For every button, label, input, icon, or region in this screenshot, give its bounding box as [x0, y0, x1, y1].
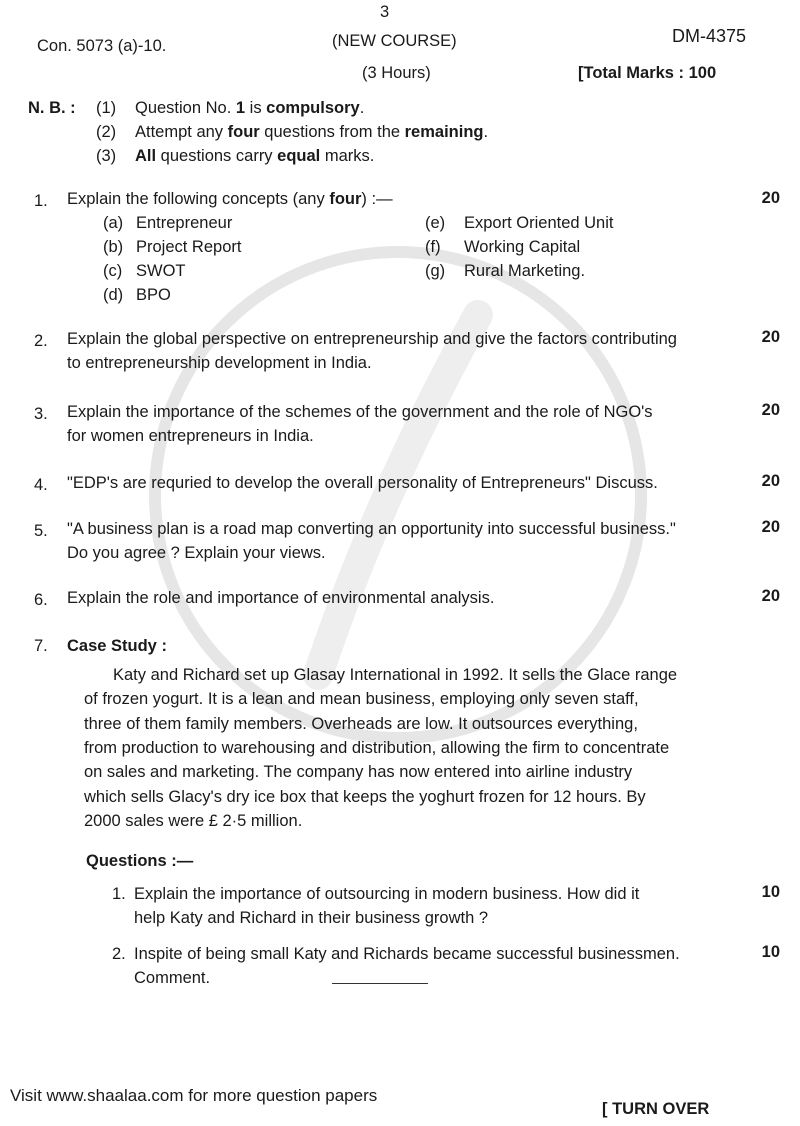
option-label: (g)	[425, 262, 446, 280]
option-text: BPO	[136, 286, 171, 304]
nb-item-text	[135, 98, 364, 118]
question-text: Explain the global perspective on entrepreneurship and give the factors contributing	[67, 330, 677, 348]
nb-item-number: (3)	[96, 147, 117, 165]
question-text: Explain the role and importance of environmental analysis.	[67, 589, 495, 607]
question-marks: 20	[761, 401, 780, 419]
q7-title: Case Study :	[67, 637, 167, 655]
nb-post: .	[483, 123, 489, 141]
subquestion-marks: 10	[761, 883, 780, 901]
subquestion-number: 1.	[112, 885, 126, 903]
nb-label: N. B. :	[28, 99, 76, 117]
q1-text-post: ) :—	[361, 190, 393, 208]
q7-number: 7.	[34, 637, 48, 655]
subquestion-text: Inspite of being small Katy and Richards became successful businessmen.	[134, 945, 680, 963]
page-number: 3	[380, 3, 390, 21]
option-label: (a)	[103, 214, 124, 232]
paragraph-line: 2000 sales were £ 2·5 million.	[84, 811, 303, 830]
question-number: 6.	[34, 591, 48, 609]
question-marks: 20	[761, 587, 780, 605]
question-text: "EDP's are requried to develop the overall personality of Entrepreneurs" Discuss.	[67, 474, 658, 492]
subquestion-text: help Katy and Richard in their business growth ?	[134, 909, 489, 927]
nb-item-number: (1)	[96, 99, 117, 117]
paragraph-line: from production to warehousing and distribution, allowing the firm to concentrate	[84, 738, 670, 757]
option-text: Entrepreneur	[136, 214, 233, 232]
paragraph-line: three of them family members. Overheads are low. It outsources everything,	[84, 714, 638, 733]
question-marks: 20	[761, 518, 780, 536]
question-text: "A business plan is a road map converting an opportunity into successful business."	[67, 520, 676, 538]
option-label: (b)	[103, 238, 124, 256]
nb-bold2: compulsory	[266, 99, 360, 117]
paragraph-line: on sales and marketing. The company has now entered into airline industry	[84, 763, 633, 782]
option-text: Working Capital	[464, 238, 581, 256]
end-rule	[332, 983, 428, 984]
question-text: Do you agree ? Explain your views.	[67, 544, 326, 562]
nb-mid: is	[245, 99, 267, 117]
question-marks: 20	[761, 328, 780, 346]
nb-item-text	[135, 122, 488, 142]
question-number: 2.	[34, 332, 48, 350]
nb-bold1: 1	[235, 99, 246, 117]
question-text: Explain the importance of the schemes of the government and the role of NGO's	[67, 403, 653, 421]
nb-bold2: remaining	[404, 123, 484, 141]
nb-post: .	[359, 99, 365, 117]
q1-text	[67, 189, 393, 209]
subquestion-text: Explain the importance of outsourcing in modern business. How did it	[134, 885, 640, 903]
question-number: 3.	[34, 405, 48, 423]
nb-item-text	[135, 146, 374, 166]
question-number: 4.	[34, 476, 48, 494]
option-label: (c)	[103, 262, 123, 280]
option-label: (e)	[425, 214, 446, 232]
subquestion-text: Comment.	[134, 969, 211, 987]
duration: (3 Hours)	[362, 64, 431, 82]
paragraph-line: of frozen yogurt. It is a lean and mean business, employing only seven staff,	[84, 690, 639, 709]
question-text: for women entrepreneurs in India.	[67, 427, 314, 445]
nb-pre: Question No.	[135, 99, 236, 117]
question-marks: 20	[761, 472, 780, 490]
option-text: Export Oriented Unit	[464, 214, 614, 232]
nb-bold1: four	[227, 123, 260, 141]
nb-item-number: (2)	[96, 123, 117, 141]
con-number: Con. 5073 (a)-10.	[37, 37, 167, 55]
option-text: Project Report	[136, 238, 242, 256]
nb-post: marks.	[320, 147, 375, 165]
paragraph-line: which sells Glacy's dry ice box that keeps the yoghurt frozen for 12 hours. By	[84, 787, 646, 806]
turn-over: [ TURN OVER	[602, 1100, 710, 1118]
q1-marks: 20	[761, 189, 780, 207]
nb-bold2: equal	[277, 147, 321, 165]
nb-bold1: All	[135, 147, 157, 165]
option-text: SWOT	[136, 262, 186, 280]
question-text: to entrepreneurship development in India.	[67, 354, 372, 372]
nb-pre: Attempt any	[135, 123, 228, 141]
nb-mid: questions carry	[156, 147, 278, 165]
q1-text-bold: four	[329, 190, 362, 208]
subquestion-marks: 10	[761, 943, 780, 961]
paper-code: DM-4375	[672, 26, 747, 46]
paragraph-line: Katy and Richard set up Glasay International in 1992. It sells the Glace range	[113, 666, 678, 684]
option-text: Rural Marketing.	[464, 262, 586, 280]
total-marks: [Total Marks : 100	[578, 64, 717, 82]
question-number: 5.	[34, 522, 48, 540]
footer-link[interactable]: Visit www.shaalaa.com for more question papers	[10, 1086, 378, 1105]
q1-number: 1.	[34, 192, 48, 210]
subquestion-number: 2.	[112, 945, 126, 963]
q1-text-pre: Explain the following concepts (any	[67, 190, 330, 208]
option-label: (f)	[425, 238, 441, 256]
questions-title: Questions :—	[86, 852, 194, 870]
option-label: (d)	[103, 286, 124, 304]
course: (NEW COURSE)	[332, 32, 457, 50]
nb-mid: questions from the	[259, 123, 405, 141]
